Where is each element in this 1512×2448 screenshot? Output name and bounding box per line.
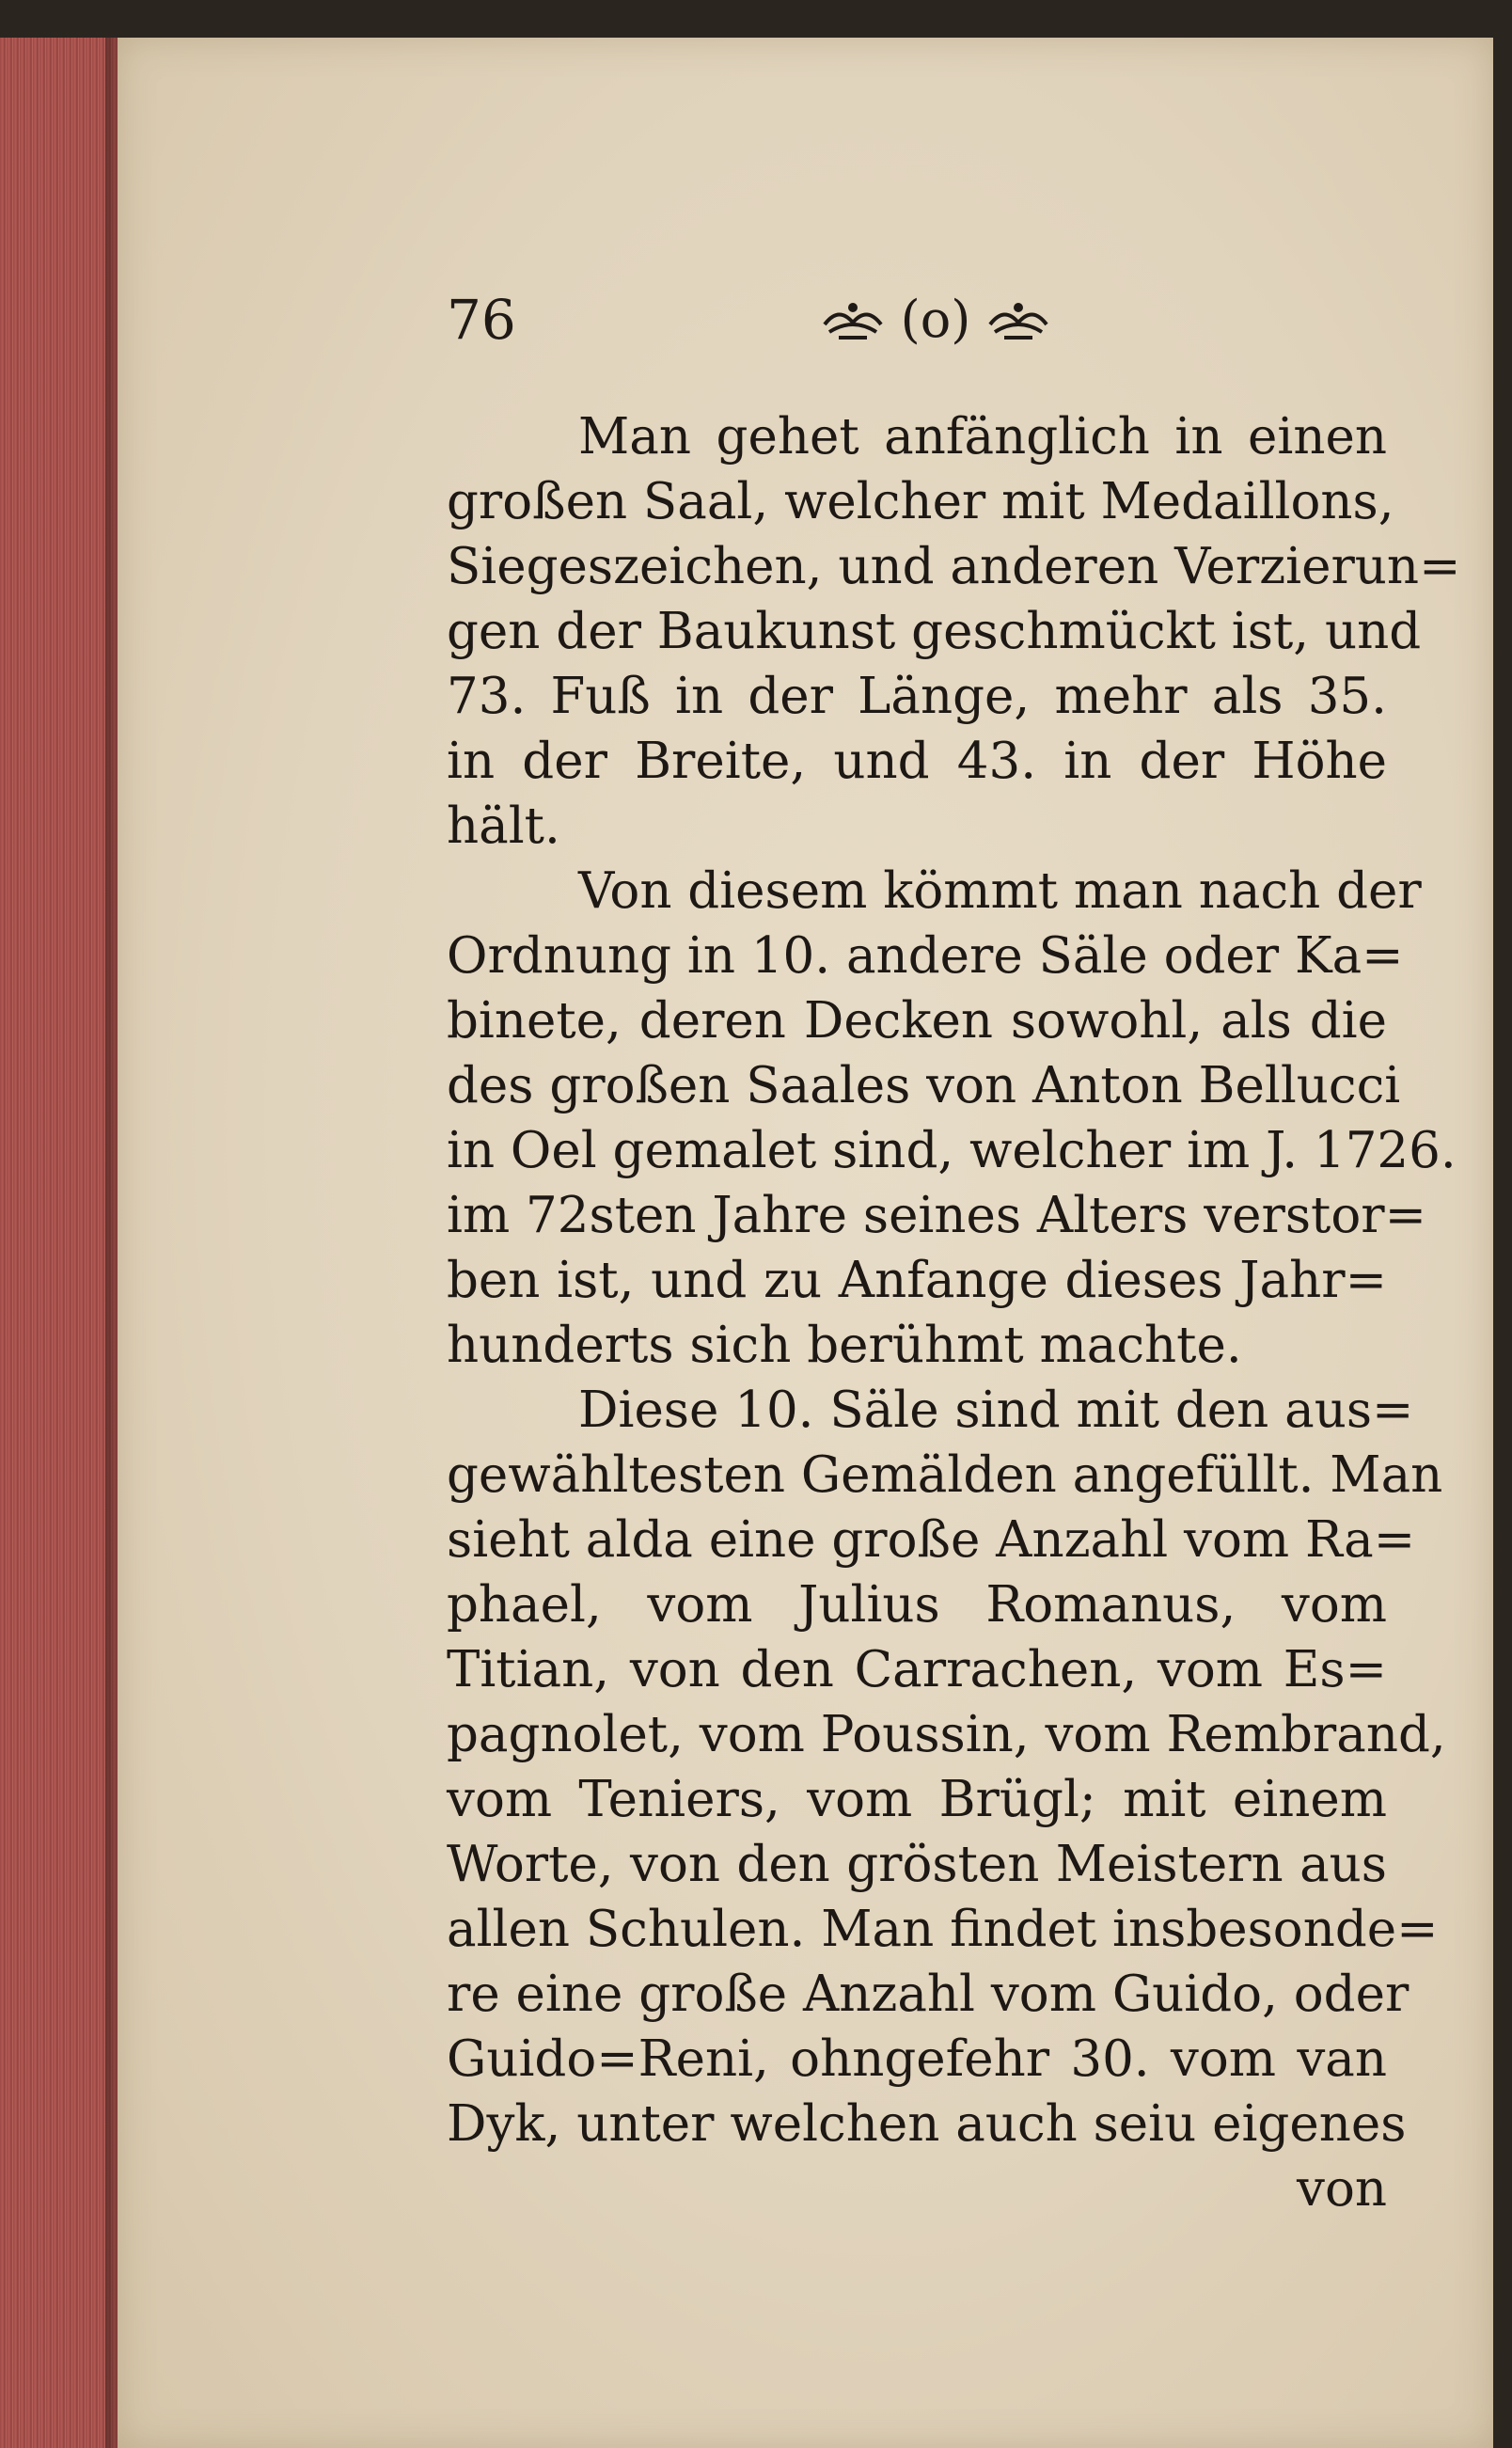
text-line: re eine große Anzahl vom Guido, oder [447,1966,1410,2023]
text-line: in Oel gemalet sind, welcher im J. 1726. [447,1122,1457,1179]
text-line: Dyk, unter welchen auch seiu eigenes [447,2095,1407,2153]
right-flourish-icon [985,296,1051,343]
page-number: 76 [447,288,516,352]
ornament-mark: (o) [900,290,971,349]
text-line: gen der Baukunst geschmückt ist, und [447,603,1422,660]
text-line: allen Schulen. Man findet insbesonde= [447,1901,1439,1958]
text-line: Worte, von den grösten Meistern aus [447,1836,1387,1893]
body-text [447,404,1461,2221]
text-line: pagnolet, vom Poussin, vom Rembrand, [447,1706,1446,1763]
left-flourish-icon [820,296,886,343]
catchword: von [1297,2160,1387,2218]
text-line: hunderts sich berühmt machte. [447,1317,1242,1374]
text-line: des großen Saales von Anton Bellucci [447,1057,1401,1114]
text-line: Von diesem kömmt man nach der [578,862,1422,920]
text-line: gewähltesten Gemälden angefüllt. Man [447,1446,1443,1504]
text-line: phael, vom Julius Romanus, vom [447,1576,1387,1634]
text-line: großen Saal, welcher mit Medaillons, [447,473,1394,530]
text-line: in der Breite, und 43. in der Höhe [447,733,1387,790]
text-line: 73. Fuß in der Länge, mehr als 35. [447,668,1387,725]
text-line: sieht alda eine große Anzahl vom Ra= [447,1511,1416,1569]
text-line: Guido=Reni, ohngefehr 30. vom van [447,2030,1387,2088]
text-line: Siegeszeichen, und anderen Verzierun= [447,538,1461,595]
text-line: Ordnung in 10. andere Säle oder Ka= [447,927,1404,985]
text-line: im 72sten Jahre seines Alters verstor= [447,1187,1426,1244]
text-line: Diese 10. Säle sind mit den aus= [578,1382,1414,1439]
page-header [447,282,1368,357]
text-line: ben ist, und zu Anfange dieses Jahr= [447,1252,1387,1309]
text-line: vom Teniers, vom Brügl; mit einem [447,1771,1387,1828]
book-page-edges [0,38,120,2448]
text-line: hält. [447,798,560,855]
header-ornament [780,282,1091,357]
text-line: Titian, von den Carrachen, vom Es= [447,1641,1387,1698]
text-line: binete, deren Decken sowohl, als die [447,992,1387,1050]
text-line: Man gehet anfänglich in einen [578,408,1387,466]
